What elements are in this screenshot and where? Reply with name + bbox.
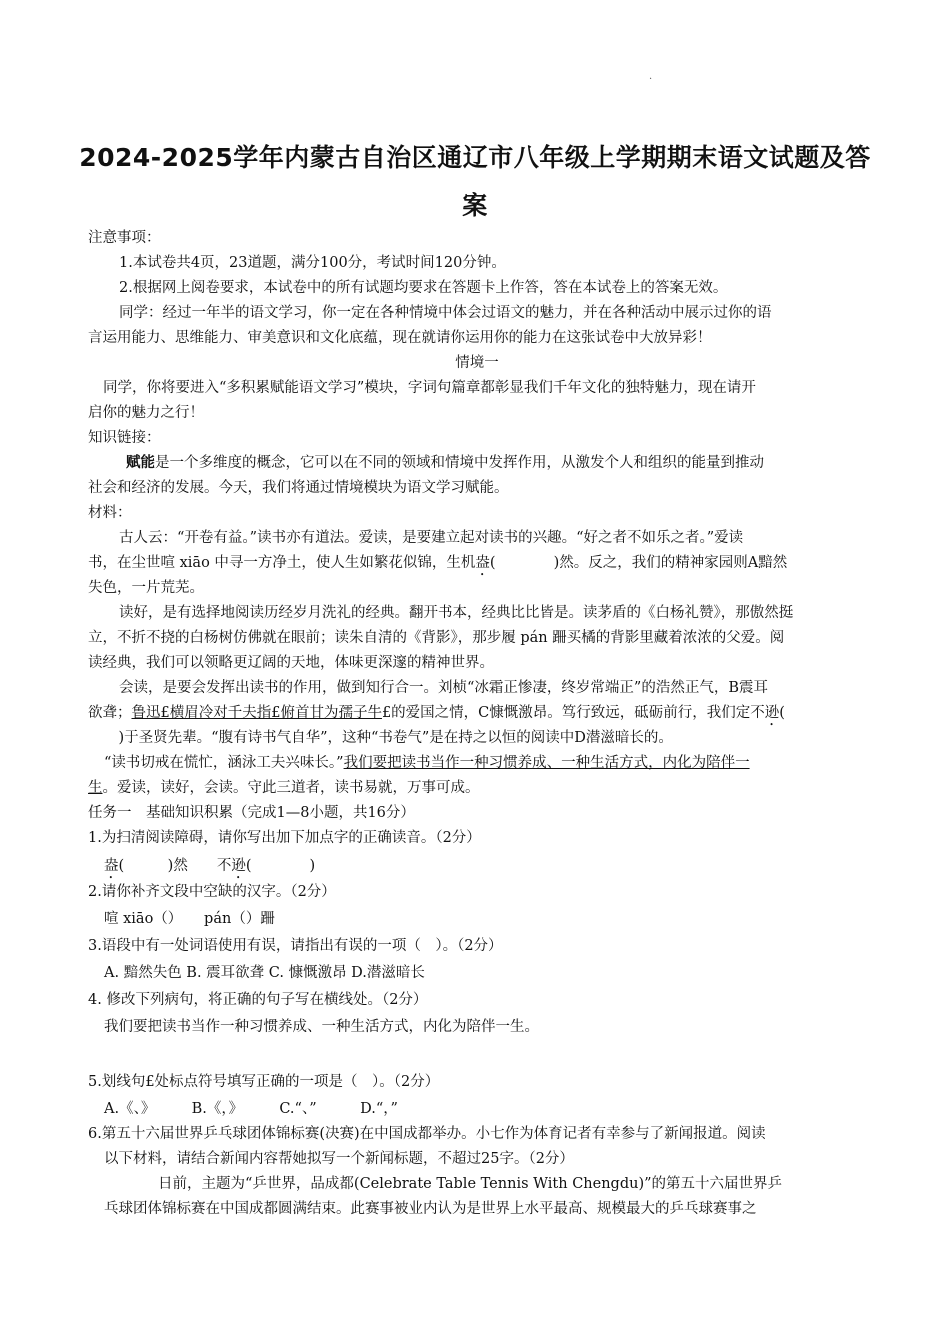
question-5: 5.划线句£处标点符号填写正确的一项是（ ）。（2分） <box>88 1074 440 1090</box>
notice-item-1: 1.本试卷共4页，23道题，满分100分，考试时间120分钟。 <box>119 255 506 271</box>
knowledge-line-2: 社会和经济的发展。今天，我们将通过情境模块为语文学习赋能。 <box>88 480 509 496</box>
material-line-2 <box>88 553 787 579</box>
material-line-2-b: ( )然。反之，我们的精神家园则A黯然 <box>489 555 788 571</box>
material-line-5: 立，不折不挠的白杨树仿佛就在眼前；读朱自清的《背影》，那步履 pán 跚买橘的背影里藏着浓浓的父爱。阅 <box>88 630 785 646</box>
material-line-10-a: “读书切戒在慌忙，涵泳工夫兴味长。” <box>104 755 344 771</box>
scene-heading: 情境一 <box>455 355 499 371</box>
material-line-7: 会读，是要会发挥出读书的作用，做到知行合一。刘桢“冰霜正惨凄，终岁常端正”的浩然正气，B震耳 <box>119 680 768 696</box>
question-3-options: A. 黯然失色 B. 震耳欲聋 C. 慷慨激昂 D.潜滋暗长 <box>104 965 425 981</box>
notice-item-2: 2.根据网上阅卷要求，本试卷中的所有试题均要求在答题卡上作答，答在本试卷上的答案无效。 <box>119 280 728 296</box>
question-2-answers: 喧 xiāo（） pán（）跚 <box>104 911 275 927</box>
question-5-options: A.《、》 B.《，》 C.“、” D.“，” <box>104 1101 398 1117</box>
question-6-line-2: 以下材料，请结合新闻内容帮她拟写一个新闻标题，不超过25字。（2分） <box>104 1151 574 1167</box>
material-line-8-c: ( <box>779 705 785 721</box>
material-line-6: 读经典，我们可以领略更辽阔的天地，体味更深邃的精神世界。 <box>88 655 494 671</box>
question-4: 4. 修改下列病句，将正确的句子写在横线处。（2分） <box>88 992 428 1008</box>
underlined-sentence-end: 生 <box>88 780 103 796</box>
question-3: 3.语段中有一处词语使用有误，请指出有误的一项（ ）。（2分） <box>88 938 503 954</box>
q1-blank-a: ( )然 不 <box>118 858 232 874</box>
question-1-answers <box>104 856 315 882</box>
news-line-2: 乓球团体锦标赛在中国成都圆满结束。此赛事被业内认为是世界上水平最高、规模最大的乒乓球赛事之 <box>104 1201 757 1217</box>
scene-paragraph-line-1: 同学，你将要进入“多积累赋能语文学习”模块，字词句篇章都彰显我们千年文化的独特魅力，现在请开 <box>103 380 756 396</box>
task-1-heading: 任务一 基础知识积累（完成1—8小题，共16分） <box>88 805 415 821</box>
underlined-sentence-habit: 我们要把读书当作一种习惯养成、一种生活方式，内化为陪伴一 <box>343 755 750 771</box>
header-mark: · <box>649 74 653 85</box>
knowledge-line-1 <box>126 453 764 473</box>
q1-dotted-ang: 盎 <box>104 858 119 874</box>
knowledge-heading: 知识链接： <box>88 430 161 446</box>
material-heading: 材料： <box>88 505 132 521</box>
document-title-line2: 案 <box>462 191 488 220</box>
material-line-1: 古人云：“开卷有益。”读书亦有道法。爱读，是要建立起对读书的兴趣。“好之者不如乐之者。”爱读 <box>119 530 744 546</box>
material-line-8 <box>88 703 785 729</box>
scene-paragraph-line-2: 启你的魅力之行！ <box>88 405 204 421</box>
material-line-11 <box>88 778 480 798</box>
question-1: 1.为扫清阅读障碍，请你写出加下加点字的正确读音。（2分） <box>88 830 481 846</box>
document-title-line1: 2024-2025学年内蒙古自治区通辽市八年级上学期期末语文试题及答 <box>79 143 871 172</box>
material-line-2-a: 书，在尘世喧 xiāo 中寻一方净土，使人生如繁花似锦，生机 <box>88 555 476 571</box>
keyword-funeng: 赋能 <box>126 454 155 471</box>
underlined-sentence-luxun: 鲁迅£横眉冷对千夫指£俯首甘为孺子牛 <box>131 705 382 721</box>
intro-line-2: 言运用能力、思维能力、审美意识和文化底蕴，现在就请你运用你的能力在这张试卷中大放异彩！ <box>88 330 712 346</box>
material-line-11-b: 。爱读，读好，会读。守此三道者，读书易就，万事可成。 <box>102 780 480 796</box>
news-line-1: 日前，主题为“乒世界，品成都(Celebrate Table Tennis With Chengdu)”的第五十六届世界乒 <box>158 1176 783 1192</box>
notice-heading: 注意事项： <box>88 230 161 246</box>
question-4-sentence: 我们要把读书当作一种习惯养成、一种生活方式，内化为陪伴一生。 <box>104 1019 539 1035</box>
material-line-4: 读好，是有选择地阅读历经岁月洗礼的经典。翻开书本，经典比比皆是。读茅盾的《白杨礼赞》，那傲然挺 <box>119 605 794 621</box>
question-6-line-1: 6.第五十六届世界乒乓球团体锦标赛(决赛)在中国成都举办。小七作为体育记者有幸参与了新闻报道。阅读 <box>88 1126 766 1142</box>
q1-blank-b: ( ) <box>245 858 316 874</box>
q1-dotted-xun: 逊 <box>231 858 246 874</box>
material-line-8-b: £的爱国之情，C慷慨激昂。笃行致远，砥砺前行，我们定不 <box>381 705 765 721</box>
material-line-9: )于圣贤先辈。“腹有诗书气自华”，这种“书卷气”是在持之以恒的阅读中D潜滋暗长的。 <box>104 730 673 746</box>
material-line-3: 失色，一片荒芜。 <box>88 580 204 596</box>
material-line-8-a: 欲聋； <box>88 705 132 721</box>
intro-line-1: 同学：经过一年半的语文学习，你一定在各种情境中体会过语文的魅力，并在各种活动中展示过你的语 <box>119 305 772 321</box>
question-2: 2.请你补齐文段中空缺的汉字。（2分） <box>88 884 336 900</box>
dotted-char-ang: 盎 <box>475 555 490 571</box>
knowledge-line-1-text: 是一个多维度的概念，它可以在不同的领域和情境中发挥作用，从激发个人和组织的能量到推动 <box>155 455 764 471</box>
material-line-10 <box>104 753 750 773</box>
dotted-char-xun: 逊 <box>764 705 780 721</box>
